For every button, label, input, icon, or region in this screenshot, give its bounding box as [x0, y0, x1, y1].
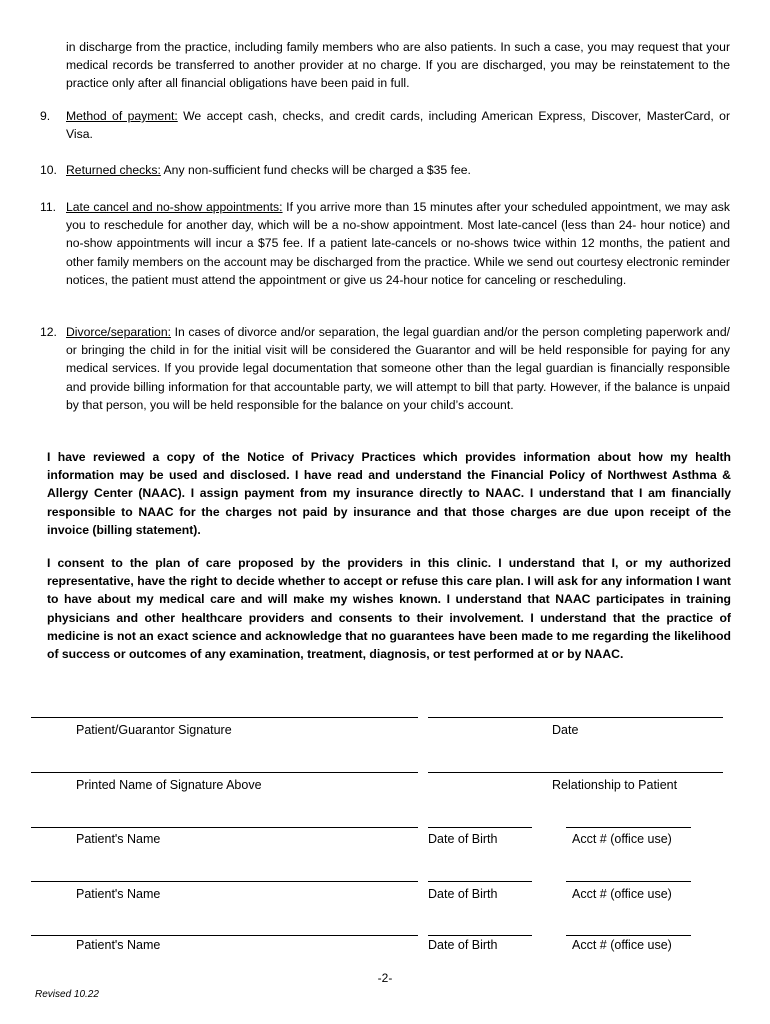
patient-name-line-2[interactable]	[31, 881, 418, 882]
revision-note: Revised 10.22	[35, 989, 99, 1000]
policy-item-10	[40, 161, 730, 179]
item-title: Divorce/separation:	[66, 325, 171, 339]
date-of-birth-line-2[interactable]	[428, 881, 532, 882]
date-label: Date	[552, 723, 579, 737]
item-number: 11.	[40, 200, 57, 214]
policy-item-9	[40, 107, 730, 143]
printed-name-label: Printed Name of Signature Above	[76, 778, 262, 792]
signature-date-line[interactable]	[428, 717, 723, 718]
item-text: If you arrive more than 15 minutes after your scheduled appointment, we may ask you to reschedule for another day, which will be a no-show appointment. Most late-cancel (less than 24- hour notice) and no-show appointments will incur a $75 fee. If a patient late-cancels or no-shows twice within 12 months, the patient and other family members on the account may be discharged from the practice. While we send out courtesy electronic reminder notices, the patient must attend the appointment or give us 24-hour notice for canceling or rescheduling.	[66, 200, 730, 287]
patient-guarantor-signature-line[interactable]	[31, 717, 418, 718]
date-of-birth-label-3: Date of Birth	[428, 938, 498, 952]
page-number: -2-	[377, 971, 393, 985]
item-text: We accept cash, checks, and credit cards, including American Express, Discover, MasterCard, or Visa.	[66, 109, 730, 142]
patient-name-line-1[interactable]	[31, 827, 418, 828]
date-of-birth-label-2: Date of Birth	[428, 887, 498, 901]
item-title: Late cancel and no-show appointments:	[66, 200, 283, 214]
item-text: In cases of divorce and/or separation, the legal guardian and/or the person completing paperwork and/ or bringing the child in for the initial visit will be considered the Guarantor and will be held responsible for paying for any medical services. If you provide legal documentation that someone other than the legal guardian is financially responsible and provide billing information for that accountable party, we will attempt to bill that party. However, if the balance is unpaid by that person, you will be held responsible for the balance on your child’s account.	[66, 325, 730, 412]
policy-item-12	[40, 323, 730, 414]
item-title: Returned checks:	[66, 163, 161, 177]
patient-name-label-2: Patient's Name	[76, 887, 161, 901]
patient-guarantor-signature-label: Patient/Guarantor Signature	[76, 723, 232, 737]
relationship-line[interactable]	[428, 772, 723, 773]
acct-label-1: Acct # (office use)	[572, 832, 672, 846]
patient-name-label-1: Patient's Name	[76, 832, 161, 846]
date-of-birth-label-1: Date of Birth	[428, 832, 498, 846]
item-number: 10.	[40, 163, 57, 177]
acct-line-1[interactable]	[566, 827, 691, 828]
policy-item-11	[40, 198, 730, 289]
item-number: 9.	[40, 109, 51, 123]
acct-label-3: Acct # (office use)	[572, 938, 672, 952]
intro-paragraph: in discharge from the practice, including family members who are also patients. In such a case, you may request that your medical records be transferred to another provider at no charge. If you are discharged, you may be reinstatement to the practice only after all financial obligations have been paid in full.	[66, 40, 730, 91]
privacy-acknowledgement: I have reviewed a copy of the Notice of Privacy Practices which provides information about how my health information may be used and disclosed. I have read and understand the Financial Policy of Northwest Asthma & Allergy Center (NAAC). I assign payment from my insurance directly to NAAC. I understand that I am financially responsible to NAAC for the charges not paid by insurance and that those charges are due upon receipt of the invoice (billing statement).	[47, 450, 731, 537]
date-of-birth-line-1[interactable]	[428, 827, 532, 828]
item-number: 12.	[40, 325, 57, 339]
printed-name-line[interactable]	[31, 772, 418, 773]
item-title: Method of payment:	[66, 109, 178, 123]
patient-name-label-3: Patient's Name	[76, 938, 161, 952]
consent-statement: I consent to the plan of care proposed by the providers in this clinic. I understand that I, or my authorized representative, have the right to decide whether to accept or refuse this care plan. I will ask for any information I want to have about my medical care and will make my wishes known. I understand that NAAC participates in training physicians and other healthcare providers and consents to their involvement. I understand that the practice of medicine is not an exact science and acknowledge that no guarantees have been made to me regarding the likelihood of success or outcomes of any examination, treatment, diagnosis, or test performed at or by NAAC.	[47, 556, 731, 662]
acct-label-2: Acct # (office use)	[572, 887, 672, 901]
acct-line-2[interactable]	[566, 881, 691, 882]
item-text: Any non-sufficient fund checks will be charged a $35 fee.	[160, 163, 471, 177]
relationship-label: Relationship to Patient	[552, 778, 678, 792]
